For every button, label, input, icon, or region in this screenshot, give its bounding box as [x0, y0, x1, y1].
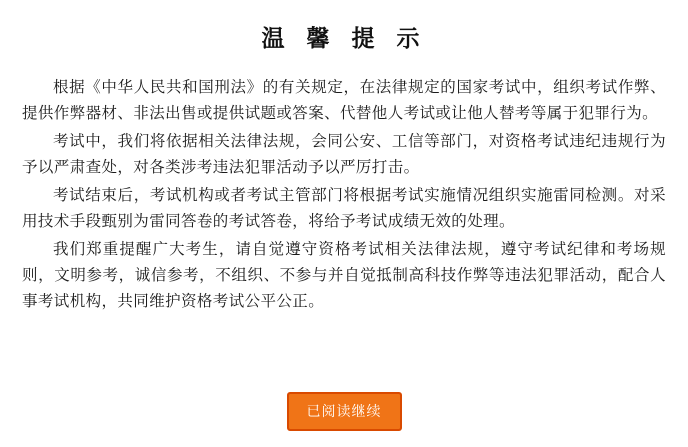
notice-paragraph-3: 考试结束后，考试机构或者考试主管部门将根据考试实施情况组织实施雷同检测。对采用技术手段甄别为雷同答卷的考试答卷，将给予考试成绩无效的处理。 [22, 187, 666, 230]
notice-body [0, 75, 688, 315]
notice-page [0, 20, 688, 447]
notice-paragraph-1: 根据《中华人民共和国刑法》的有关规定，在法律规定的国家考试中，组织考试作弊、提供作弊器材、非法出售或提供试题或答案、代替他人考试或让他人替考等属于犯罪行为。 [22, 79, 666, 122]
page-title: 温 馨 提 示 [261, 25, 427, 52]
notice-paragraph-2: 考试中，我们将依据相关法律法规，会同公安、工信等部门，对资格考试违纪违规行为予以严肃查处，对各类涉考违法犯罪活动予以严厉打击。 [22, 133, 666, 176]
read-and-continue-button[interactable]: 已阅读继续 [288, 393, 401, 430]
notice-paragraph-4: 我们郑重提醒广大考生，请自觉遵守资格考试相关法律法规，遵守考试纪律和考场规则，文明参考，诚信参考，不组织、不参与并自觉抵制高科技作弊等违法犯罪活动，配合人事考试机构，共同维护资格考试公平公正。 [22, 241, 666, 310]
button-row [0, 393, 688, 430]
